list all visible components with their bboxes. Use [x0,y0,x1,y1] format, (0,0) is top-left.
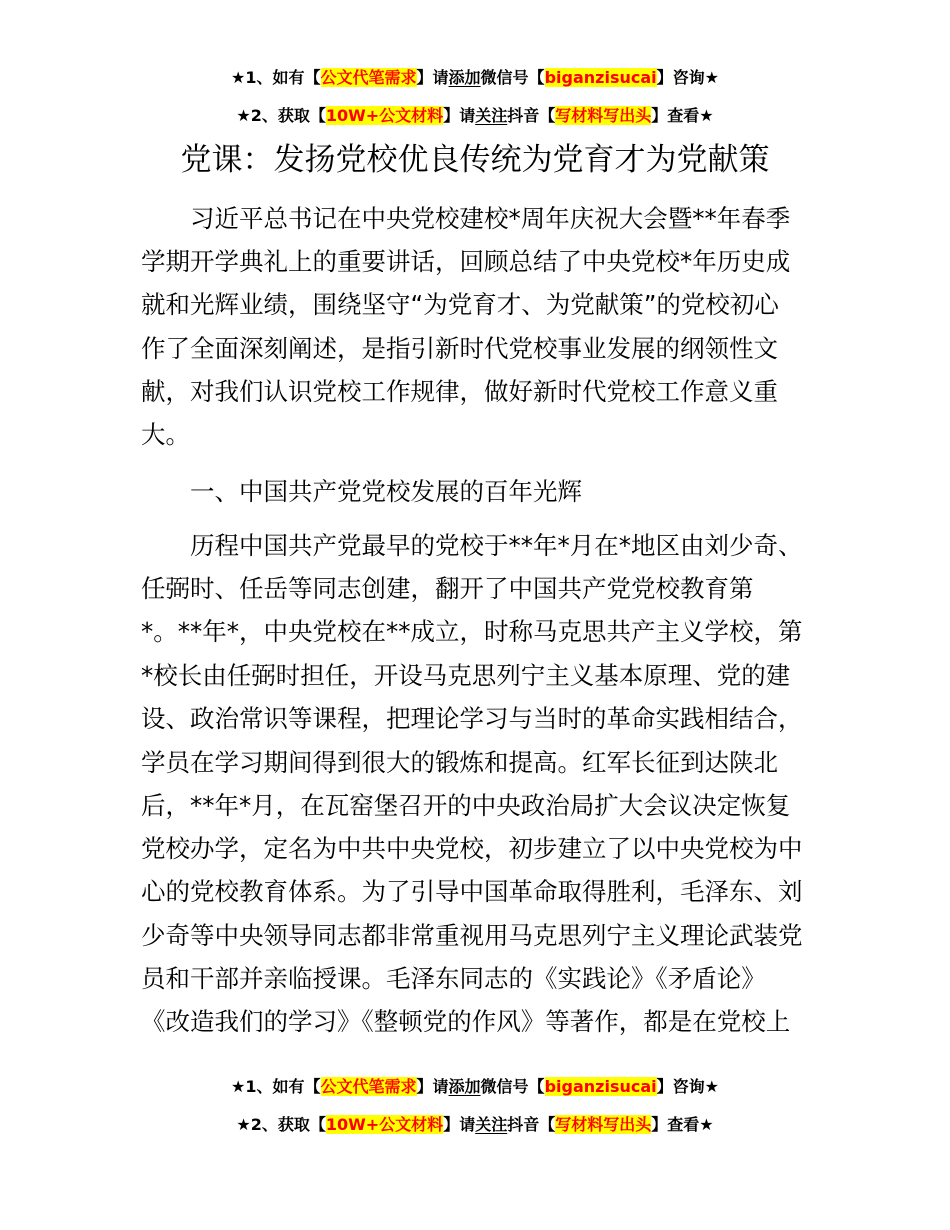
paragraph-line: 《改造我们的学习》《整顿党的作风》等著作，都是在党校上 [141,1007,791,1036]
banner-text: ★2、获取【 [236,1115,326,1134]
paragraph-line: 党校办学，定名为中共中央党校，初步建立了以中央党校为中 [141,834,803,863]
paragraph-line: 习近平总书记在中央党校建校*周年庆祝大会暨**年春季 [190,204,791,233]
paragraph-line: 献，对我们认识党校工作规律，做好新时代党校工作意义重 [141,377,778,406]
banner-text: ★1、如有【 [231,68,321,87]
document-title: 党课：发扬党校优良传统为党育才为党献策 [180,142,770,178]
paragraph-line: 历程中国共产党最早的党校于**年*月在*地区由刘少奇、 [190,531,803,560]
banner-highlight: 公文代笔需求 [320,68,417,87]
paragraph-line: 任弼时、任岳等同志创建，翻开了中国共产党党校教育第 [141,574,754,603]
paragraph-line: 后，**年*月，在瓦窑堡召开的中央政治局扩大会议决定恢复 [141,791,791,820]
banner-wechat-id: biganzisucai [544,1077,657,1096]
banner-highlight: 公文代笔需求 [320,1077,417,1096]
bottom-banner [0,1077,950,1134]
banner-text: ★1、如有【 [231,1077,321,1096]
banner-line-2 [0,106,950,126]
paragraph-line: *校长由任弼时担任，开设马克思列宁主义基本原理、党的建 [141,661,791,690]
paragraph-line: 作了全面深刻阐述，是指引新时代党校事业发展的纲领性文 [141,334,778,363]
paragraph-line: 大。 [141,420,190,449]
paragraph-line: 学期开学典礼上的重要讲话，回顾总结了中央党校*年历史成 [141,247,791,276]
banner-douyin-id: 写材料写出头 [555,1115,652,1134]
banner-line-1 [0,1077,950,1097]
banner-underline: 关注 [475,1115,508,1134]
top-banner [0,68,950,125]
banner-text: ★2、获取【 [236,106,326,125]
banner-wechat-id: biganzisucai [544,68,657,87]
banner-underline: 添加 [448,1077,481,1096]
paragraph-line: 员和干部并亲临授课。毛泽东同志的《实践论》《矛盾论》 [141,964,766,993]
paragraph-line: 就和光辉业绩，围绕坚守“为党育才、为党献策”的党校初心 [141,290,779,319]
section-heading: 一、中国共产党党校发展的百年光辉 [190,477,582,506]
banner-text: 抖音【 [507,1115,556,1134]
banner-text: 】请 [443,1115,476,1134]
banner-line-1 [0,68,950,88]
banner-underline: 关注 [475,106,508,125]
banner-highlight: 10W+公文材料 [325,1115,444,1134]
banner-text: 】查看★ [651,106,714,125]
paragraph-line: 心的党校教育体系。为了引导中国革命取得胜利，毛泽东、刘 [141,877,803,906]
banner-text: 】咨询★ [656,68,719,87]
banner-text: 】请 [416,1077,449,1096]
banner-text: 】查看★ [651,1115,714,1134]
banner-text: 微信号【 [480,68,545,87]
paragraph-line: 设、政治常识等课程，把理论学习与当时的革命实践相结合， [141,704,803,733]
banner-text: 】请 [416,68,449,87]
paragraph-line: 少奇等中央领导同志都非常重视用马克思列宁主义理论武装党 [141,921,803,950]
banner-text: 抖音【 [507,106,556,125]
banner-text: 微信号【 [480,1077,545,1096]
banner-line-2 [0,1115,950,1135]
paragraph-line: 学员在学习期间得到很大的锻炼和提高。红军长征到达陕北 [141,748,778,777]
banner-underline: 添加 [448,68,481,87]
banner-highlight: 10W+公文材料 [325,106,444,125]
paragraph-line: *。**年*，中央党校在**成立，时称马克思共产主义学校，第 [141,617,803,646]
banner-text: 】请 [443,106,476,125]
banner-text: 】咨询★ [656,1077,719,1096]
banner-douyin-id: 写材料写出头 [555,106,652,125]
